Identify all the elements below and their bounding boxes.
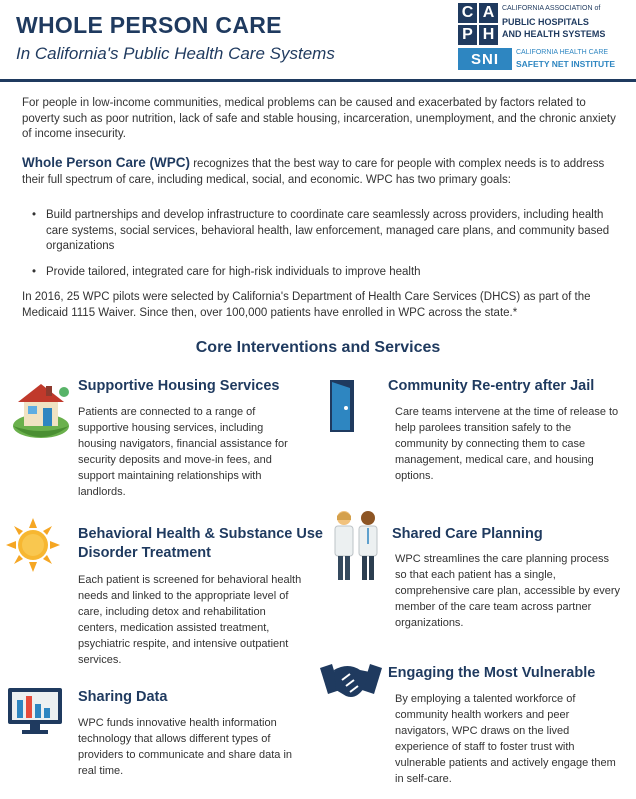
list-item: • Build partnerships and develop infrastructure to coordinate care seamlessly across providers, including health care systems, social services, behavioral health, law enforcement, managed care plans, and community based organizations bbox=[32, 208, 622, 255]
card-title-data: Sharing Data bbox=[78, 689, 168, 705]
house-icon bbox=[10, 378, 72, 440]
caph-letter: A bbox=[479, 3, 498, 23]
card-title-shared: Shared Care Planning bbox=[392, 526, 543, 542]
sni-logo-line1: CALIFORNIA HEALTH CARE bbox=[516, 49, 609, 56]
pilots-paragraph: In 2016, 25 WPC pilots were selected by California's Department of Health Care Services (DHCS) as part of the Medicaid 1115 Waiver. Since then, over 100,000 patients have enrolled in WPC across the state.* bbox=[22, 291, 591, 319]
header bbox=[0, 0, 636, 80]
page-subtitle: In California's Public Health Care Systems bbox=[16, 44, 335, 63]
card-body-housing: Patients are connected to a range of supportive housing services, including housing navigators, financial assistance for security deposits and move-in fees, and support maintaining relationships with landlords. bbox=[78, 406, 288, 498]
card-title-reentry: Community Re-entry after Jail bbox=[388, 378, 595, 394]
caph-logo-mark bbox=[458, 3, 498, 45]
caph-logo-line3: AND HEALTH SYSTEMS bbox=[502, 29, 606, 39]
sni-logo-line2: SAFETY NET INSTITUTE bbox=[516, 59, 616, 69]
card-body-shared: WPC streamlines the care planning process so that each patient has a single, comprehensive care plan, accessible by every member of the care team across partner organizations. bbox=[395, 553, 621, 629]
card-title-vulnerable: Engaging the Most Vulnerable bbox=[388, 665, 596, 681]
sni-logo bbox=[458, 48, 634, 72]
caph-logo bbox=[458, 3, 634, 45]
caph-logo-line1: CALIFORNIA ASSOCIATION of bbox=[502, 5, 601, 12]
card-body-reentry: Care teams intervene at the time of release to help parolees transition safely to the community by connecting them to case management, medical care, and housing options. bbox=[395, 406, 619, 482]
card-title-housing: Supportive Housing Services bbox=[78, 378, 280, 394]
monitor-chart-icon bbox=[6, 686, 64, 736]
card-body-data: WPC funds innovative health information technology that allows different types of providers to communicate and share data in real time. bbox=[78, 717, 293, 777]
card-title-behavioral: Behavioral Health & Substance Use Disorder Treatment bbox=[78, 526, 323, 561]
doctors-icon bbox=[330, 508, 382, 582]
caph-letter: C bbox=[458, 3, 477, 23]
handshake-icon bbox=[320, 660, 382, 704]
wpc-lead: Whole Person Care (WPC) bbox=[22, 155, 191, 170]
intro-paragraph: For people in low-income communities, medical problems can be caused and exacerbated by factors related to poverty such as poor nutrition, lack of safe and stable housing, incarceration, unemployment, and the chronic anxiety of income insecurity. bbox=[22, 97, 616, 140]
header-divider bbox=[0, 79, 636, 82]
wpc-text: recognizes that the best way to care for people with complex needs is to address their full spectrum of care, including medical, social, and economic. WPC has two primary goals: bbox=[22, 158, 605, 186]
section-title: Core Interventions and Services bbox=[195, 339, 441, 356]
list-item: • Provide tailored, integrated care for high-risk individuals to improve health bbox=[32, 265, 622, 281]
wpc-paragraph bbox=[22, 155, 622, 188]
page-title: WHOLE PERSON CARE bbox=[16, 12, 282, 38]
sni-logo-mark: SNI bbox=[458, 48, 512, 70]
caph-letter: P bbox=[458, 25, 477, 45]
caph-letter: H bbox=[479, 25, 498, 45]
sun-icon bbox=[6, 518, 60, 572]
card-body-behavioral: Each patient is screened for behavioral health needs and linked to the appropriate level of care, including detox and rehabilitation centers, medication assisted treatment, psychiatric respite, and intensive outpatient services. bbox=[78, 574, 302, 666]
door-icon bbox=[328, 378, 356, 434]
goals-list bbox=[32, 208, 622, 280]
card-body-vulnerable: By employing a talented workforce of community health workers and peer navigators, WPC draws on the lived experience of staff to foster trust with vulnerable patients and actively engage them in self-care. bbox=[395, 693, 616, 785]
caph-logo-line2: PUBLIC HOSPITALS bbox=[502, 17, 589, 27]
